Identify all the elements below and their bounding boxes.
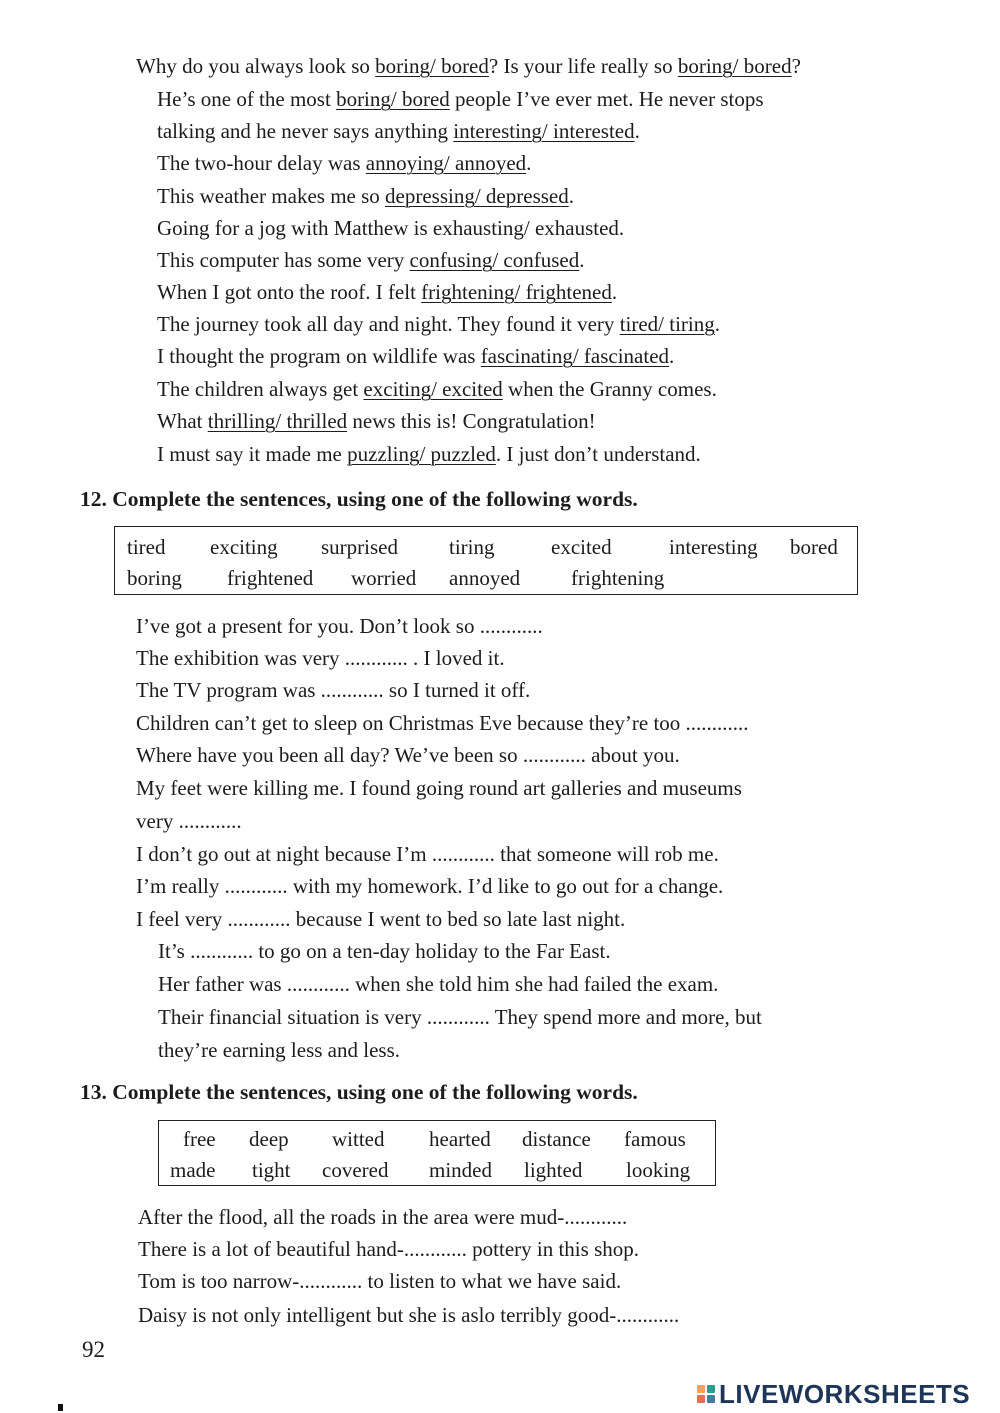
liveworksheets-grid-icon [697, 1385, 715, 1403]
item-text [157, 376, 717, 402]
exercise-13-word-box [158, 1120, 716, 1186]
item-text [157, 86, 764, 112]
item-text [157, 150, 531, 176]
text-segment: . [634, 119, 640, 143]
answer-choice: annoying/ annoyed [365, 151, 527, 175]
word-option: frightening [571, 566, 665, 590]
item-text: Daisy is not only intelligent but she is aslo terribly good-............ [138, 1303, 680, 1327]
word-option: made [170, 1158, 216, 1182]
word-option: famous [624, 1127, 686, 1151]
text-segment: . [568, 184, 574, 208]
word-option: distance [522, 1127, 591, 1151]
text-segment: This weather makes me so [157, 184, 386, 208]
item-text: After the flood, all the roads in the area were mud-............ [138, 1205, 628, 1229]
exercise-12-word-box [114, 526, 858, 595]
item-text [157, 247, 585, 273]
item-text [157, 343, 674, 369]
text-segment: This computer has some very [157, 248, 410, 272]
text-segment: . [611, 280, 618, 304]
text-segment: What [157, 409, 208, 433]
text-segment: . [579, 248, 585, 272]
item-text: Children can’t get to sleep on Christmas Eve because they’re too ............ [136, 711, 749, 735]
word-option: covered [322, 1158, 389, 1182]
text-segment: The two-hour delay was [157, 151, 366, 175]
item-text [157, 215, 624, 241]
word-option: free [183, 1127, 216, 1151]
word-option: tight [252, 1158, 291, 1182]
item-text: Tom is too narrow-............ to listen to what we have said. [138, 1269, 622, 1293]
answer-choice: interesting/ interested [453, 119, 635, 143]
item-text: I don’t go out at night because I’m ............ that someone will rob me. [136, 842, 719, 866]
page-number: 92 [82, 1337, 105, 1362]
text-segment: . I just don’t understand. [495, 442, 701, 466]
answer-choice: boring/ bored [677, 54, 792, 78]
answer-choice: depressing/ depressed [385, 184, 569, 208]
text-segment: Why do you always look so [136, 54, 376, 78]
item-text: Their financial situation is very ............ They spend more and more, but [158, 1005, 762, 1029]
text-segment: ? [791, 54, 801, 78]
item-text: I feel very ............ because I went to bed so late last night. [136, 907, 626, 931]
word-option: tired [127, 535, 166, 559]
item-text: It’s ............ to go on a ten-day holiday to the Far East. [158, 939, 611, 963]
item-text: Her father was ............ when she told him she had failed the exam. [158, 972, 719, 996]
word-option: bored [790, 535, 838, 559]
item-text: My feet were killing me. I found going round art galleries and museums [136, 776, 742, 800]
answer-choice: frightening/ frightened [421, 280, 612, 304]
exercise-12-heading: 12. Complete the sentences, using one of the following words. [80, 487, 638, 511]
item-text [157, 441, 701, 467]
item-text: The TV program was ............ so I turned it off. [136, 678, 531, 702]
answer-choice: tired/ tiring [619, 312, 715, 336]
word-option: worried [351, 566, 417, 590]
item-text [157, 183, 574, 209]
item-text: they’re earning less and less. [158, 1038, 401, 1062]
answer-choice: fascinating/ fascinated [480, 344, 670, 368]
text-segment: . [526, 151, 532, 175]
item-text: very ............ [136, 809, 242, 833]
answer-choice: thrilling/ thrilled [207, 409, 348, 433]
text-segment: . [669, 344, 675, 368]
item-text [157, 118, 640, 144]
item-text: Where have you been all day? We’ve been so ............ about you. [136, 743, 680, 767]
text-segment: people I’ve ever met. He never stops [449, 87, 764, 111]
answer-choice: boring/ bored [375, 54, 489, 78]
word-option: looking [626, 1158, 691, 1182]
word-option: surprised [321, 535, 398, 559]
text-segment: I thought the program on wildlife was [157, 344, 481, 368]
word-option: minded [429, 1158, 492, 1182]
text-segment: When I got onto the roof. I felt [157, 280, 422, 304]
word-option: exciting [210, 535, 278, 559]
item-text: I’ve got a present for you. Don’t look so ............ [136, 614, 543, 638]
word-option: witted [332, 1127, 385, 1151]
exercise-13-heading: 13. Complete the sentences, using one of the following words. [80, 1080, 638, 1104]
text-segment: when the Granny comes. [502, 377, 717, 401]
text-segment: I must say it made me [157, 442, 348, 466]
word-option: excited [551, 535, 612, 559]
text-segment: The journey took all day and night. They found it very [157, 312, 620, 336]
answer-choice: confusing/ confused [409, 248, 580, 272]
item-text [157, 279, 617, 305]
brand-name: LIVEWORKSHEETS [719, 1378, 971, 1409]
text-segment: Going for a jog with Matthew is exhausting/ exhausted. [157, 216, 625, 240]
word-option: interesting [669, 535, 758, 559]
text-segment: The children always get [157, 377, 364, 401]
text-segment: news this is! Congratulation! [347, 409, 596, 433]
text-segment: talking and he never says anything [157, 119, 454, 143]
answer-choice: puzzling/ puzzled [347, 442, 496, 466]
item-text [136, 53, 801, 79]
word-option: boring [127, 566, 182, 590]
item-text: I’m really ............ with my homework. I’d like to go out for a change. [136, 874, 724, 898]
corner-mark [58, 1404, 63, 1411]
word-option: hearted [429, 1127, 491, 1151]
item-text [157, 408, 596, 434]
word-option: annoyed [449, 566, 521, 590]
item-text: There is a lot of beautiful hand-............ pottery in this shop. [138, 1237, 639, 1261]
text-segment: . [714, 312, 721, 336]
answer-choice: boring/ bored [336, 87, 450, 111]
word-option: frightened [227, 566, 314, 590]
word-option: deep [249, 1127, 289, 1151]
answer-choice: exciting/ excited [363, 377, 503, 401]
item-text: The exhibition was very ............ . I loved it. [136, 646, 505, 670]
word-option: tiring [449, 535, 495, 559]
item-text [157, 311, 720, 337]
text-segment: He’s one of the most [157, 87, 337, 111]
text-segment: ? Is your life really so [488, 54, 678, 78]
word-option: lighted [524, 1158, 583, 1182]
liveworksheets-logo [697, 1379, 970, 1409]
